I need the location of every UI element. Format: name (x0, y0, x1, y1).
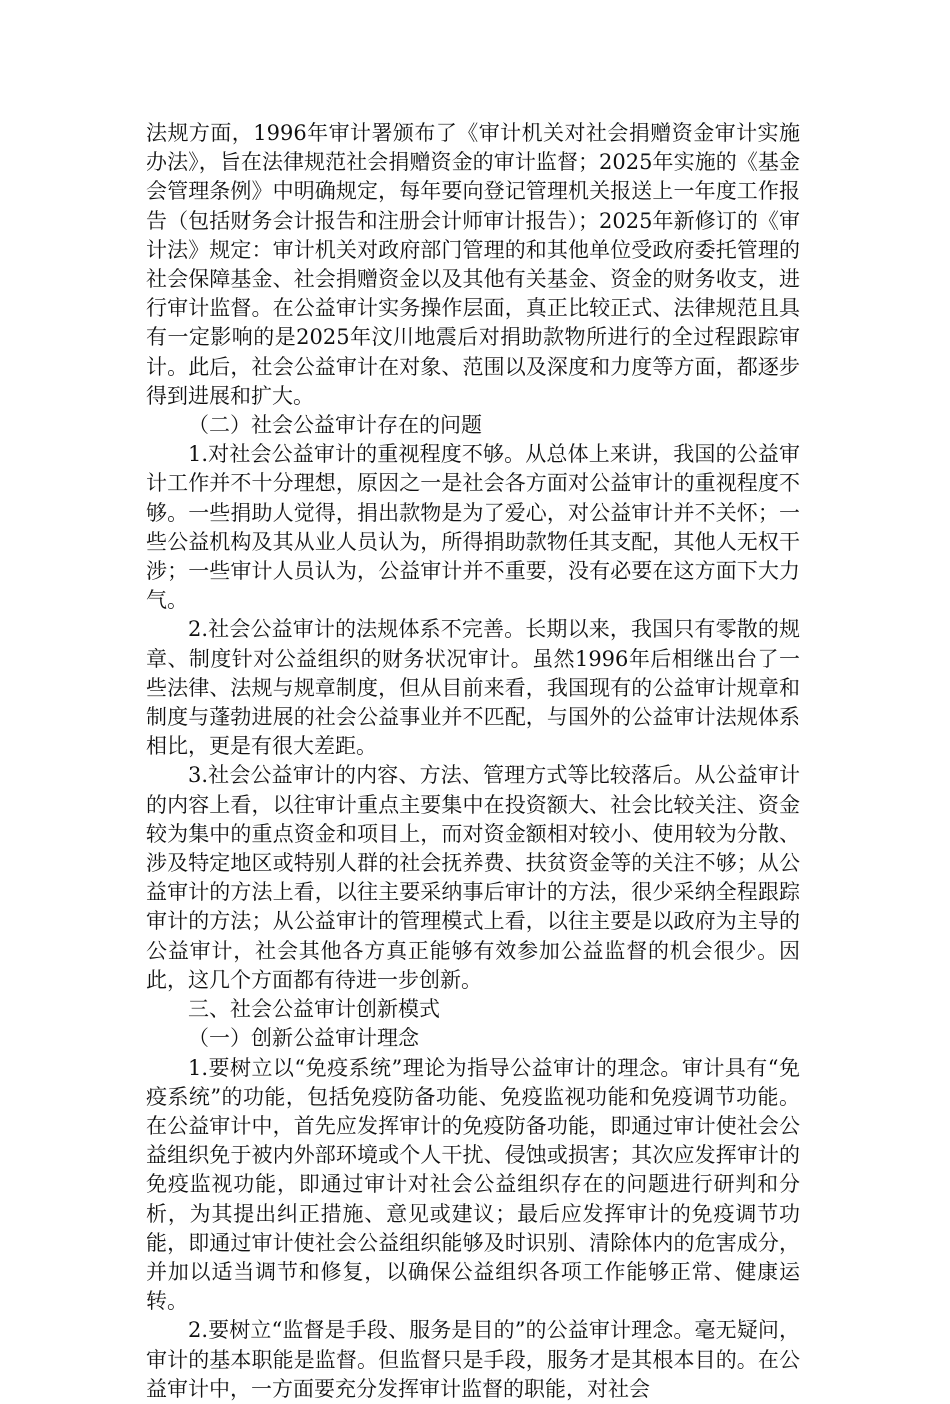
paragraph-problem-3: 3.社会公益审计的内容、方法、管理方式等比较落后。从公益审计的内容上看，以往审计重点主要集中在投资额大、社会比较关注、资金较为集中的重点资金和项目上，而对资金额相对较小、使用较为分散、涉及特定地区或特别人群的社会抚养费、扶贫资金等的关注不够；从公益审计的方法上看，以往主要采纳事后审计的方法，很少采纳全程跟踪审计的方法；从公益审计的管理模式上看，以往主要是以政府为主导的公益审计，社会其他各方真正能够有效参加公益监督的机会很少。因此，这几个方面都有待进一步创新。 (146, 763, 800, 992)
paragraph-concept-2: 2.要树立“监督是手段、服务是目的”的公益审计理念。毫无疑问，审计的基本职能是监督。但监督只是手段，服务才是其根本目的。在公益审计中，一方面要充分发挥审计监督的职能，对社会 (146, 1318, 800, 1401)
paragraph-concept-1: 1.要树立以“免疫系统”理论为指导公益审计的理念。审计具有“免疫系统”的功能，包括免疫防备功能、免疫监视功能和免疫调节功能。在公益审计中，首先应发挥审计的免疫防备功能，即通过审计使社会公益组织免于被内外部环境或个人干扰、侵蚀或损害；其次应发挥审计的免疫监视功能，即通过审计对社会公益组织存在的问题进行研判和分析，为其提出纠正措施、意见或建议；最后应发挥审计的免疫调节功能，即通过审计使社会公益组织能够及时识别、清除体内的危害成分，并加以适当调节和修复，以确保公益组织各项工作能够正常、健康运转。 (146, 1055, 800, 1314)
paragraph-regulations-continuation: 法规方面，1996年审计署颁布了《审计机关对社会捐赠资金审计实施办法》，旨在法律规范社会捐赠资金的审计监督；2025年实施的《基金会管理条例》中明确规定，每年要向登记管理机关报送上一年度工作报告（包括财务会计报告和注册会计师审计报告）；2025年新修订的《审计法》规定：审计机关对政府部门管理的和其他单位受政府委托管理的社会保障基金、社会捐赠资金以及其他有关基金、资金的财务收支，进行审计监督。在公益审计实务操作层面，真正比较正式、法律规范且具有一定影响的是2025年汶川地震后对捐助款物所进行的全过程跟踪审计。此后，社会公益审计在对象、范围以及深度和力度等方面，都逐步得到进展和扩大。 (146, 121, 800, 408)
document-body (146, 119, 800, 1404)
section-heading-existing-problems: （二）社会公益审计存在的问题 (188, 413, 482, 438)
section-heading-innovate-concept: （一）创新公益审计理念 (188, 1026, 419, 1051)
paragraph-problem-2: 2.社会公益审计的法规体系不完善。长期以来，我国只有零散的规章、制度针对公益组织的财务状况审计。虽然1996年后相继出台了一些法律、法规与规章制度，但从目前来看，我国现有的公益审计规章和制度与蓬勃进展的社会公益事业并不匹配，与国外的公益审计法规体系相比，更是有很大差距。 (146, 617, 800, 759)
paragraph-problem-1: 1.对社会公益审计的重视程度不够。从总体上来讲，我国的公益审计工作并不十分理想，原因之一是社会各方面对公益审计的重视程度不够。一些捐助人觉得，捐出款物是为了爱心，对公益审计并不关怀；一些公益机构及其从业人员认为，所得捐助款物任其支配，其他人无权干涉；一些审计人员认为，公益审计并不重要，没有必要在这方面下大力气。 (146, 442, 800, 613)
chapter-heading-innovation-model: 三、社会公益审计创新模式 (188, 997, 440, 1022)
